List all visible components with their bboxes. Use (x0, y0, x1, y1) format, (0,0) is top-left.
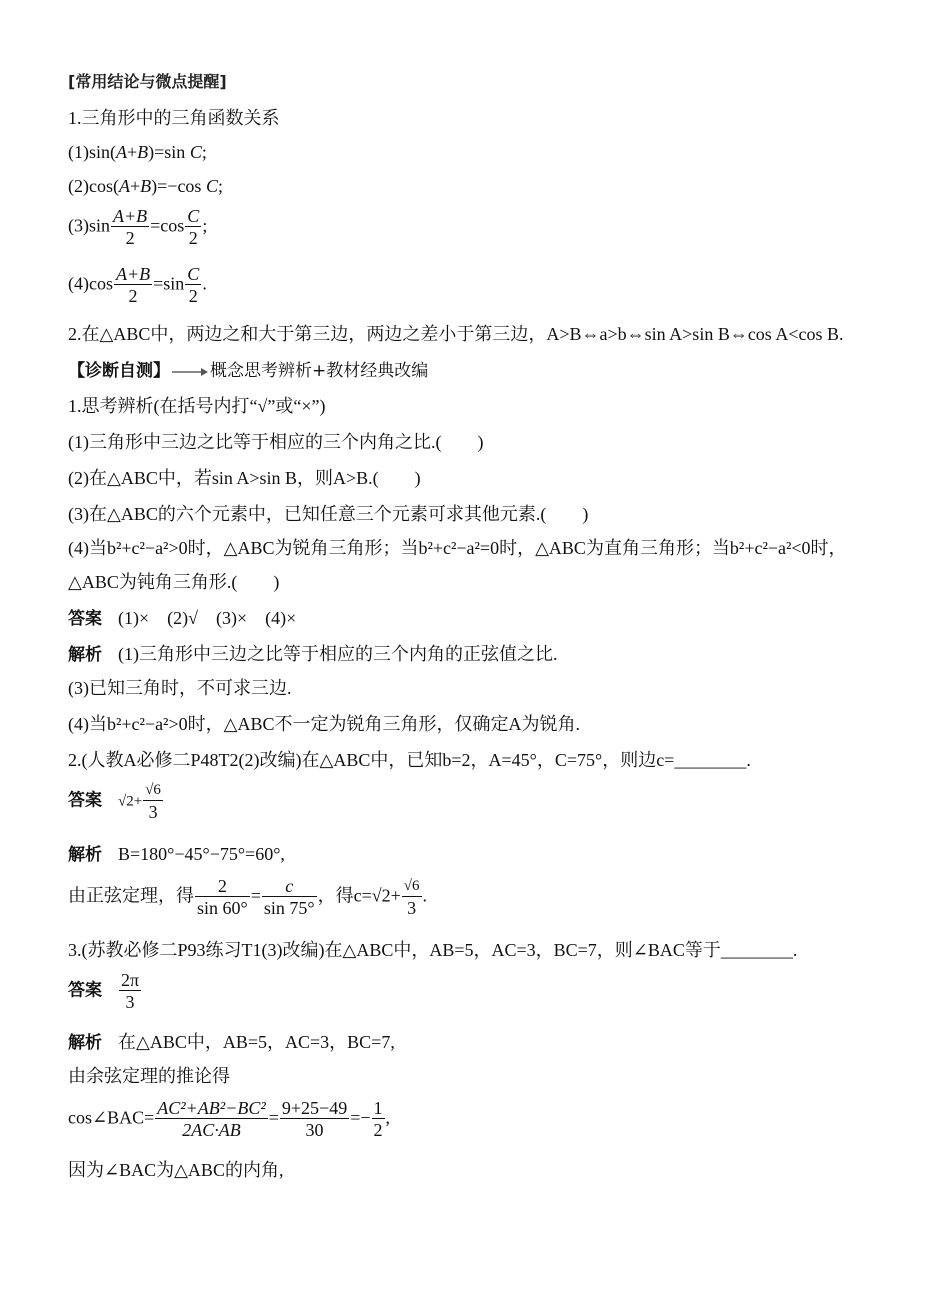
question-3-analysis-4: 因为∠BAC为△ABC的内角, (68, 1160, 284, 1180)
fraction: $\frac{A+B}{2}$ (115, 264, 151, 306)
question-3-analysis-3: cos∠BAC= $\frac{\text{AC²+AB²−BC²}}{2AC\cdot AB}$ = $\frac{9+25-49}{30}$ =− $\frac{1}{2}$ , (68, 1098, 391, 1140)
analysis-label: 解析 (68, 645, 102, 665)
fraction: $\frac{A+B}{2}$ (113, 206, 148, 248)
question-1-title: 1.思考辨析(在括号内打“√”或“×”) (68, 396, 326, 416)
formula-3: (3)sin $\frac{A+B}{2}$ =cos $\frac{C}{2}$ ; (68, 206, 208, 248)
question-1-answer: 答案 (1)× (2)√ (3)× (4)× (68, 608, 297, 629)
fraction: $\frac{\text{AC²+AB²−BC²}}{2AC\cdot AB}$ (157, 1098, 266, 1140)
formula-1: (1)sin(A+B)=sin C; (68, 142, 207, 162)
fraction: $\frac{9+25-49}{30}$ (281, 1098, 348, 1140)
fraction: $\frac{c}{\sin 75^\circ}$ (263, 876, 315, 918)
question-1-analysis-4: (4)当b²+c²−a²>0时，△ABC不一定为锐角三角形，仅确定A为锐角. (68, 714, 580, 734)
question-3-answer (68, 970, 142, 1013)
question-1-analysis-1: 解析 (1)三角形中三边之比等于相应的三个内角的正弦值之比. (68, 644, 558, 665)
fraction: $\frac{1}{2}$ (373, 1098, 383, 1140)
section-heading: [常用结论与微点提醒] (68, 72, 227, 91)
analysis-label: 解析 (68, 845, 102, 865)
question-1-item-2: (2)在△ABC中，若sin A>sin B，则A>B.( ) (68, 468, 421, 488)
question-2-analysis-2: 由正弦定理，得 $\frac{2}{\sin 60^\circ}$ = $\frac{c}{\sin 75^\circ}$ ，得c=√2+ $\frac{√6}{3}$ . (68, 876, 427, 918)
answer-label: 答案 (68, 790, 102, 811)
fraction: $\frac{C}{2}$ (187, 206, 200, 248)
arrow-icon (172, 368, 208, 376)
fraction: $\frac{C}{2}$ (187, 264, 200, 306)
question-1-item-4-cont: △ABC为钝角三角形.( ) (68, 572, 280, 592)
fraction: $\frac{√6}{3}$ (403, 878, 420, 918)
question-3-analysis-1: 解析 在△ABC中，AB=5，AC=3，BC=7, (68, 1032, 395, 1053)
section-2-text: 2.在△ABC中，两边之和大于第三边，两边之差小于第三边，A>B⇔a>b⇔sin A>sin B⇔cos A<cos B. (68, 324, 844, 344)
question-2-analysis-1: 解析 B=180°−45°−75°=60°, (68, 844, 285, 865)
diagnosis-subtitle: 概念思考辨析+教材经典改编 (210, 361, 429, 381)
analysis-label: 解析 (68, 1033, 102, 1053)
question-1-analysis-3: (3)已知三角时，不可求三边. (68, 678, 292, 698)
fraction: $\frac{2}{\sin 60^\circ}$ (197, 876, 248, 918)
question-1-item-1: (1)三角形中三边之比等于相应的三个内角之比.( ) (68, 432, 484, 452)
question-3-analysis-2: 由余弦定理的推论得 (68, 1066, 230, 1086)
question-2-answer: 答案 √2+ $\frac{√6}{3}$ (68, 782, 161, 822)
formula-2: (2)cos(A+B)=−cos C; (68, 176, 223, 196)
diagnosis-title: 【诊断自测】 (68, 361, 170, 381)
answer-label: 答案 (68, 609, 102, 629)
question-1-item-3: (3)在△ABC的六个元素中，已知任意三个元素可求其他元素.( ) (68, 504, 589, 524)
fraction: $\frac{√6}{3}$ (145, 782, 161, 822)
section-1-title: 1.三角形中的三角函数关系 (68, 108, 280, 128)
question-2: 2.(人教A必修二P48T2(2)改编)在△ABC中，已知b=2，A=45°，C=75°，则边c=________. (68, 750, 751, 770)
formula-4: (4)cos $\frac{A+B}{2}$ =sin $\frac{C}{2}$ . (68, 264, 207, 306)
answer-label: 答案 (68, 980, 102, 1001)
question-3: 3.(苏教必修二P93练习T1(3)改编)在△ABC中，AB=5，AC=3，BC=7，则∠BAC等于________. (68, 940, 798, 960)
diagnosis-header (68, 358, 428, 383)
question-1-item-4: (4)当b²+c²−a²>0时，△ABC为锐角三角形；当b²+c²−a²=0时，△ABC为直角三角形；当b²+c²−a²<0时， (68, 538, 847, 558)
fraction: $\frac{2\pi}{3}$ (121, 970, 140, 1012)
